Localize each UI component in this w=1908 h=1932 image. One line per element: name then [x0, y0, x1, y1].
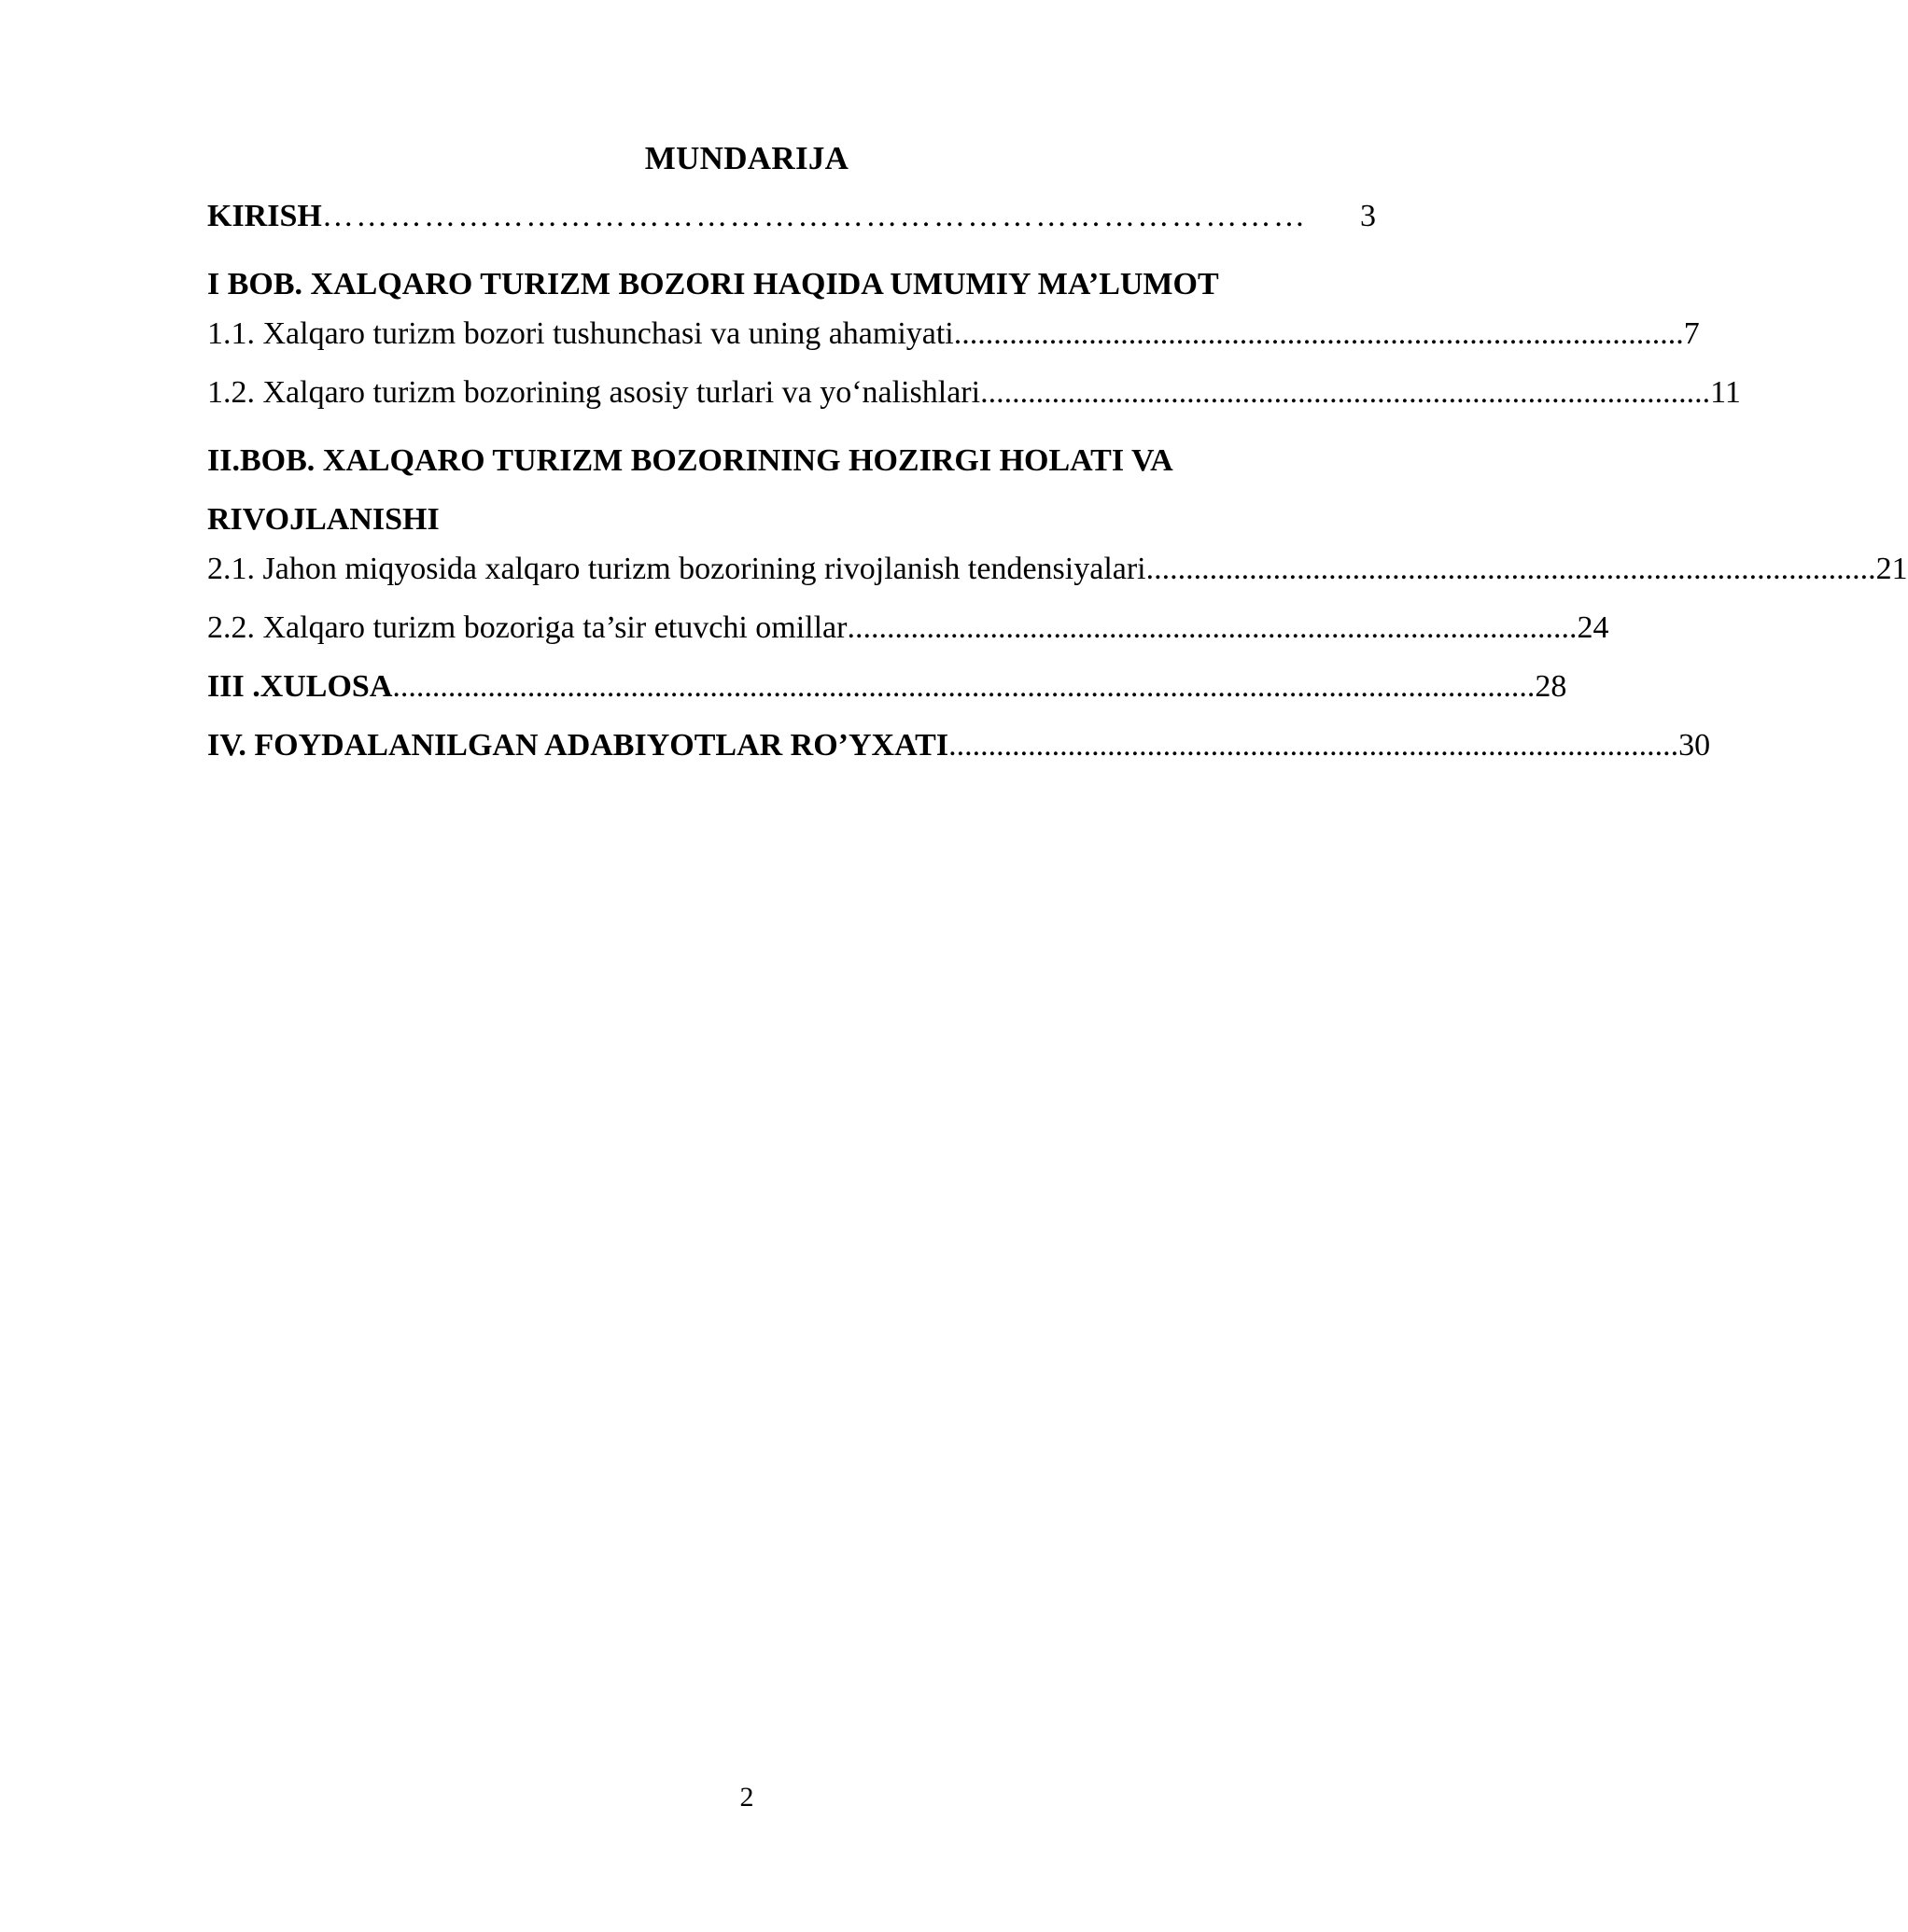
toc-page-number: 7 [1683, 316, 1700, 351]
page-title: MUNDARIJA [644, 140, 849, 176]
toc-leader-dots: ............................................................................................ [1145, 552, 1876, 586]
toc-entry-1-1[interactable] [207, 314, 1700, 372]
toc-leader-dots: ................................................................................................................................................ [392, 669, 1536, 704]
page-number: 2 [739, 1782, 754, 1813]
toc-entry-2-1[interactable] [207, 549, 1908, 608]
toc-page-number: 3 [1360, 199, 1376, 233]
toc-leader-dots: …………………………………………………………………………… [321, 199, 1308, 233]
toc-entry-1-2[interactable] [207, 372, 1741, 431]
toc-page-number: 24 [1577, 610, 1609, 645]
toc-page-number: 21 [1875, 552, 1908, 586]
toc-entry-label: IV. FOYDALANILGAN ADABIYOTLAR RO’YXATI [207, 728, 949, 763]
toc-leader-dots: ............................................................................................ [948, 728, 1679, 763]
toc-page-number: 28 [1535, 669, 1567, 704]
toc-leader-dots: ............................................................................................ [953, 316, 1684, 351]
toc-entry-label: 2.1. Jahon miqyosida xalqaro turizm bozorining rivojlanish tendensiyalari [207, 552, 1146, 586]
toc-entry-adabiyotlar[interactable] [207, 725, 1711, 784]
toc-page-number: 11 [1710, 375, 1741, 410]
toc-entry-label: KIRISH [207, 199, 322, 233]
toc-entry-label: III .XULOSA [207, 669, 393, 704]
toc-leader-dots: ............................................................................................ [847, 610, 1578, 645]
toc-entry-label: 1.1. Xalqaro turizm bozori tushunchasi va uning ahamiyati [207, 316, 954, 351]
toc-entry-2-2[interactable] [207, 608, 1609, 666]
toc-page-number: 30 [1678, 728, 1711, 763]
toc-leader-dots: ............................................................................................ [980, 375, 1711, 410]
toc-entry-kirish[interactable] [207, 196, 1376, 255]
toc-chapter-heading-2[interactable]: II.BOB. XALQARO TURIZM BOZORINING HOZIRGI HOLATI VA RIVOJLANISHI [207, 443, 1171, 537]
table-of-contents [207, 196, 1908, 784]
toc-entry-xulosa[interactable] [207, 666, 1567, 725]
toc-chapter-heading-1[interactable]: I BOB. XALQARO TURIZM BOZORI HAQIDA UMUMIY MA’LUMOT [207, 267, 1219, 301]
toc-entry-label: 2.2. Xalqaro turizm bozoriga ta’sir etuvchi omillar [207, 610, 848, 645]
toc-entry-label: 1.2. Xalqaro turizm bozorining asosiy turlari va yo‘nalishlari [207, 375, 981, 410]
